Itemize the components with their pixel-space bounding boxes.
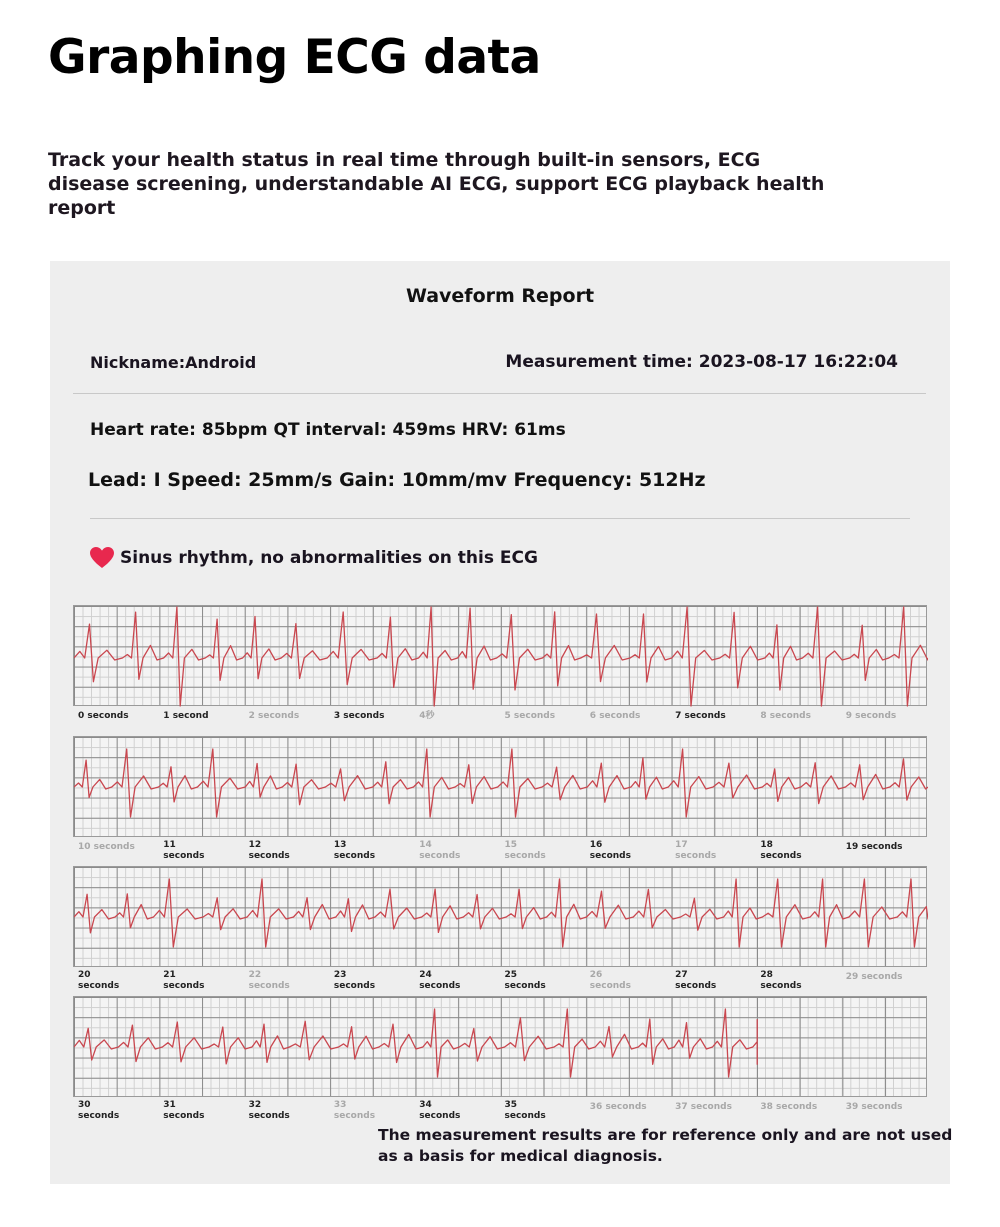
time-label: 13 seconds bbox=[333, 840, 376, 861]
time-label: 28 seconds bbox=[760, 970, 802, 991]
time-label: 5 seconds bbox=[504, 711, 556, 721]
time-label: 37 seconds bbox=[675, 1102, 732, 1112]
time-label: 18 seconds bbox=[760, 840, 802, 861]
ecg-trace bbox=[74, 1009, 757, 1077]
report-title: Waveform Report bbox=[405, 285, 595, 307]
ecg-trace bbox=[74, 749, 928, 817]
time-label: 8 seconds bbox=[760, 711, 811, 721]
ecg-trace bbox=[74, 879, 928, 947]
ecg-strip bbox=[73, 605, 927, 706]
time-label: 17 seconds bbox=[675, 840, 717, 861]
divider-middle bbox=[90, 518, 910, 519]
time-label: 34 seconds bbox=[419, 1100, 461, 1121]
time-label: 3 seconds bbox=[333, 711, 385, 721]
ecg-strip bbox=[73, 996, 927, 1097]
time-label: 20 seconds bbox=[78, 970, 120, 991]
time-label: 19 seconds bbox=[845, 842, 903, 852]
time-label: 7 seconds bbox=[675, 711, 726, 721]
measurement-time-label: Measurement time: 2023-08-17 16:22:04 bbox=[505, 352, 898, 372]
time-label: 29 seconds bbox=[845, 972, 903, 982]
ecg-waveform-svg bbox=[74, 606, 928, 707]
time-label: 12 seconds bbox=[248, 840, 290, 861]
lead-settings: Lead: I Speed: 25mm/s Gain: 10mm/mv Frequency: 512Hz bbox=[88, 469, 706, 491]
time-label: 11 seconds bbox=[163, 840, 205, 861]
time-label: 4秒 bbox=[419, 711, 435, 721]
time-label: 1 second bbox=[163, 711, 209, 721]
page-title: Graphing ECG data bbox=[48, 30, 541, 85]
divider-top bbox=[73, 393, 926, 394]
disclaimer-text: The measurement results are for reference only and are not used as a basis for medical diagnosis. bbox=[378, 1126, 953, 1165]
ecg-waveform-svg bbox=[74, 867, 928, 968]
time-label: 6 seconds bbox=[589, 711, 641, 721]
time-label: 36 seconds bbox=[589, 1102, 647, 1112]
ecg-strip bbox=[73, 866, 927, 967]
time-label: 39 seconds bbox=[845, 1102, 903, 1112]
time-label: 26 seconds bbox=[589, 970, 631, 991]
page-subtitle: Track your health status in real time through built-in sensors, ECG disease screening, understandable AI ECG, support ECG playback health report bbox=[48, 149, 825, 219]
time-label: 16 seconds bbox=[589, 840, 631, 861]
time-label: 21 seconds bbox=[163, 970, 205, 991]
time-label: 23 seconds bbox=[333, 970, 376, 991]
heart-icon bbox=[90, 547, 114, 569]
ecg-strip bbox=[73, 736, 927, 837]
ecg-waveform-svg bbox=[74, 737, 928, 838]
time-label: 35 seconds bbox=[504, 1100, 546, 1121]
time-label: 15 seconds bbox=[504, 840, 546, 861]
time-label: 32 seconds bbox=[248, 1100, 290, 1121]
time-label: 38 seconds bbox=[760, 1102, 818, 1112]
ecg-waveform-svg bbox=[74, 997, 928, 1098]
diagnosis-text: Sinus rhythm, no abnormalities on this ECG bbox=[120, 548, 538, 568]
time-label: 24 seconds bbox=[419, 970, 461, 991]
time-label: 22 seconds bbox=[248, 970, 290, 991]
waveform-report-panel bbox=[50, 261, 953, 1184]
time-label: 31 seconds bbox=[163, 1100, 205, 1121]
time-label: 27 seconds bbox=[675, 970, 717, 991]
time-label: 9 seconds bbox=[845, 711, 897, 721]
time-label: 25 seconds bbox=[504, 970, 546, 991]
time-label: 14 seconds bbox=[419, 840, 461, 861]
time-label: 33 seconds bbox=[333, 1100, 376, 1121]
time-label: 2 seconds bbox=[248, 711, 300, 721]
time-label: 30 seconds bbox=[78, 1100, 120, 1121]
nickname-label: Nickname:Android bbox=[90, 353, 257, 372]
time-label: 10 seconds bbox=[78, 842, 135, 852]
ecg-trace bbox=[74, 607, 928, 706]
metrics-summary: Heart rate: 85bpm QT interval: 459ms HRV: 61ms bbox=[90, 420, 566, 440]
diagnosis-line bbox=[90, 547, 538, 569]
time-label: 0 seconds bbox=[78, 711, 129, 721]
